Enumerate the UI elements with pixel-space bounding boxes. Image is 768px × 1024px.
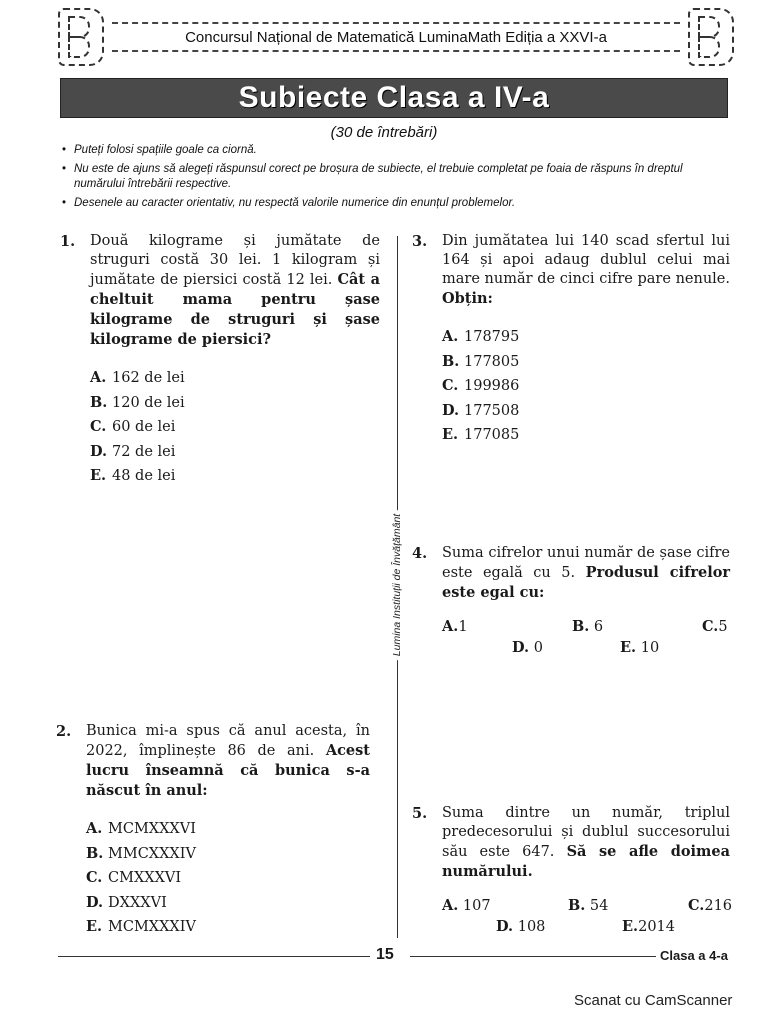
answer-options: [442, 896, 733, 942]
answer-option[interactable]: A.1: [442, 618, 468, 635]
main-title: Subiecte Clasa a IV-a: [238, 81, 550, 114]
subtitle: (30 de întrebări): [330, 124, 438, 141]
answer-option[interactable]: B. 177805: [442, 352, 520, 370]
question-prompt: Să se afle doimea numărului.: [442, 843, 730, 880]
question-text: [86, 722, 370, 801]
question-2: [56, 722, 370, 940]
question-prompt: Cât a cheltuit mama pentru șase kilograme de struguri și șase kilograme de piersici?: [90, 271, 381, 348]
main-title-bar: [60, 78, 728, 118]
answer-option[interactable]: E. 10: [620, 639, 660, 656]
footer-rule-left: [58, 956, 370, 957]
question-text: [442, 232, 730, 309]
answer-option[interactable]: A. 107: [442, 897, 491, 914]
vertical-label: [380, 500, 414, 670]
page-footer: [58, 946, 734, 966]
answer-option[interactable]: D. 108: [496, 918, 546, 935]
question-number: 1.: [60, 233, 76, 250]
scanner-watermark: Scanat cu CamScanner: [574, 992, 733, 1009]
question-prompt: Produsul cifrelor este egal cu:: [442, 564, 731, 601]
answer-option[interactable]: A. 178795: [442, 328, 520, 345]
class-label: Clasa a 4-a: [660, 948, 728, 963]
answer-option[interactable]: A. MCMXXXVI: [86, 820, 196, 837]
answer-option[interactable]: B. 54: [568, 897, 609, 914]
instruction-item: • Desenele au caracter orientativ, nu respectă valorile numerice din enunțul problemelor.: [60, 196, 728, 211]
question-text: [442, 544, 730, 603]
question-prompt: Acest lucru înseamnă că bunica s-a născut în anul:: [86, 742, 370, 799]
question-5: [412, 804, 733, 942]
header-band: [112, 22, 680, 52]
answer-option[interactable]: E. 48 de lei: [90, 467, 176, 484]
answer-options: [90, 366, 380, 489]
question-statement: Suma cifrelor unui număr de șase cifre este egală cu 5.: [442, 545, 730, 581]
answer-options: [442, 617, 730, 663]
answer-option[interactable]: E. MCMXXXIV: [86, 918, 196, 935]
answer-option[interactable]: D. 177508: [442, 401, 520, 419]
question-number: 5.: [412, 805, 428, 822]
answer-option[interactable]: B. MMCXXXIV: [86, 844, 196, 862]
b-logo-left: [58, 8, 104, 66]
b-logo-right: [688, 8, 734, 66]
question-1: [60, 232, 380, 489]
answer-option[interactable]: C.216: [688, 897, 733, 914]
question-statement: Din jumătatea lui 140 scad sfertul lui 164 și apoi adaug dublul celui mai mare număr de cinci cifre pare nenule.: [442, 233, 730, 287]
answer-option[interactable]: D. 0: [512, 639, 543, 656]
question-number: 3.: [412, 233, 428, 250]
question-number: 2.: [56, 723, 72, 740]
footer-rule-right: [410, 956, 656, 957]
answer-option[interactable]: B. 120 de lei: [90, 393, 185, 411]
answer-option[interactable]: D. DXXXVI: [86, 893, 167, 911]
answer-option[interactable]: E.2014: [622, 918, 676, 935]
answer-option[interactable]: C. CMXXXVI: [86, 869, 182, 886]
question-3: [412, 232, 730, 448]
instruction-item: • Nu este de ajuns să alegeți răspunsul corect pe broșura de subiecte, el trebuie completat pe foaia de răspuns în dreptul numărului întrebării respective.: [60, 162, 728, 192]
question-statement: Două kilograme și jumătate de struguri costă 30 lei. 1 kilogram și jumătate de piersici costă 12 lei.: [90, 233, 380, 288]
question-prompt: Obțin:: [442, 290, 493, 307]
contest-title: Concursul Național de Matematică LuminaMath Ediția a XXVI-a: [185, 28, 607, 46]
answer-options: [86, 817, 370, 940]
contest-header: [58, 8, 734, 66]
instruction-item: • Puteți folosi spațiile goale ca ciornă.: [60, 143, 728, 158]
question-4: [412, 544, 730, 663]
question-statement: Suma dintre un număr, triplul predecesorului și dublul succesorului său este 647.: [442, 805, 730, 860]
answer-option[interactable]: A. 162 de lei: [90, 369, 185, 386]
answer-option[interactable]: E. 177085: [442, 426, 520, 443]
page-number: 15: [376, 946, 394, 963]
question-statement: Bunica mi-a spus că anul acesta, în 2022, împlinește 86 de ani.: [86, 723, 370, 759]
answer-option[interactable]: C. 199986: [442, 377, 520, 394]
answer-options: [442, 325, 730, 448]
answer-option[interactable]: C. 60 de lei: [90, 418, 176, 435]
answer-option[interactable]: B. 6: [572, 618, 604, 635]
instructions-list: [60, 143, 728, 215]
question-text: [90, 232, 380, 350]
answer-option[interactable]: C.5: [702, 618, 728, 635]
vertical-label-text: Lumina Instituții de Învățământ: [391, 510, 403, 660]
answer-option[interactable]: D. 72 de lei: [90, 442, 176, 460]
question-text: [442, 804, 730, 882]
question-number: 4.: [412, 545, 428, 562]
